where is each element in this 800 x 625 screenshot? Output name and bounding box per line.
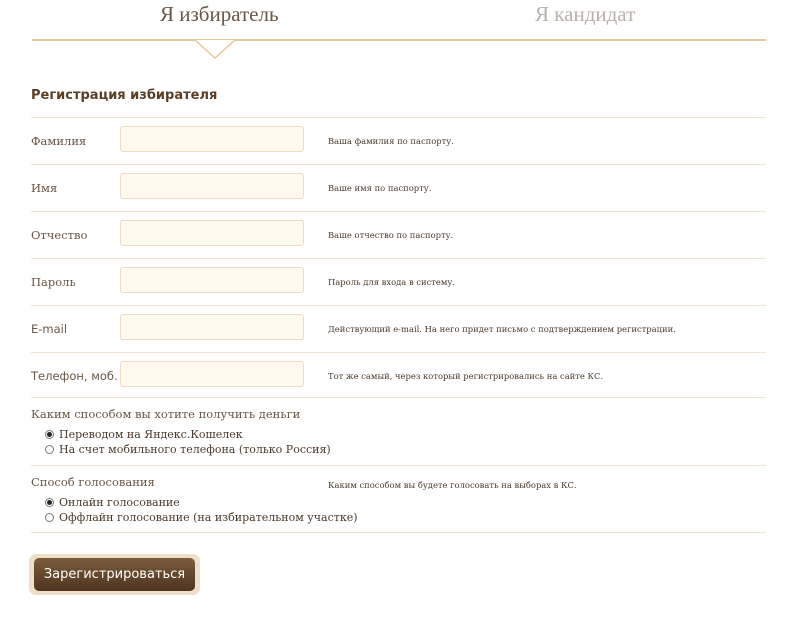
tab-voter[interactable]: Я избиратель [160, 2, 279, 26]
divider [31, 465, 766, 466]
payment-method-label: Каким способом вы хотите получить деньги [31, 407, 301, 421]
divider [31, 532, 766, 533]
register-button[interactable]: Зарегистрироваться [34, 558, 195, 591]
voting-option-online[interactable] [45, 495, 180, 509]
phone-label: Телефон, моб. [31, 369, 118, 383]
form-row-password [31, 259, 766, 306]
last-name-hint: Ваша фамилия по паспорту. [328, 136, 454, 146]
first-name-field[interactable] [120, 173, 304, 199]
last-name-label: Фамилия [31, 134, 87, 148]
tab-underline [32, 39, 766, 41]
email-hint: Действующий e-mail. На него придет письмо с подтверждением регистрации. [328, 324, 676, 334]
form-row-first-name [31, 165, 766, 212]
radio-button[interactable] [45, 513, 54, 522]
radio-button[interactable] [45, 445, 54, 454]
first-name-label: Имя [31, 181, 58, 195]
email-field[interactable] [120, 314, 304, 340]
password-hint: Пароль для входа в систему. [328, 277, 455, 287]
password-label: Пароль [31, 275, 76, 289]
payment-option-yandex[interactable] [45, 427, 243, 441]
patronymic-hint: Ваше отчество по паспорту. [328, 230, 454, 240]
voting-option-label: Оффлайн голосование (на избирательном участке) [59, 510, 358, 524]
email-label: E-mail [31, 322, 68, 336]
first-name-hint: Ваше имя по паспорту. [328, 183, 432, 193]
patronymic-field[interactable] [120, 220, 304, 246]
form-row-patronymic [31, 212, 766, 259]
voting-method-hint: Каким способом вы будете голосовать на выборах в КС. [328, 480, 577, 490]
payment-option-mobile[interactable] [45, 442, 331, 456]
radio-button[interactable] [45, 498, 54, 507]
phone-field[interactable] [120, 361, 304, 387]
voting-option-offline[interactable] [45, 510, 358, 524]
voting-option-label: Онлайн голосование [59, 495, 180, 509]
active-tab-pointer-icon [195, 40, 235, 59]
payment-option-label: На счет мобильного телефона (только Россия) [59, 442, 331, 456]
role-tabs [32, 0, 766, 60]
section-title: Регистрация избирателя [31, 88, 218, 103]
password-field[interactable] [120, 267, 304, 293]
radio-button[interactable] [45, 430, 54, 439]
phone-hint: Тот же самый, через который регистрировались на сайте КС. [328, 371, 604, 381]
payment-option-label: Переводом на Яндекс.Кошелек [59, 427, 243, 441]
form-row-phone [31, 353, 766, 400]
tab-candidate[interactable]: Я кандидат [535, 2, 636, 26]
voting-method-label: Способ голосования [31, 475, 155, 489]
form-row-last-name [31, 118, 766, 165]
patronymic-label: Отчество [31, 228, 88, 242]
last-name-field[interactable] [120, 126, 304, 152]
form-row-email [31, 306, 766, 353]
